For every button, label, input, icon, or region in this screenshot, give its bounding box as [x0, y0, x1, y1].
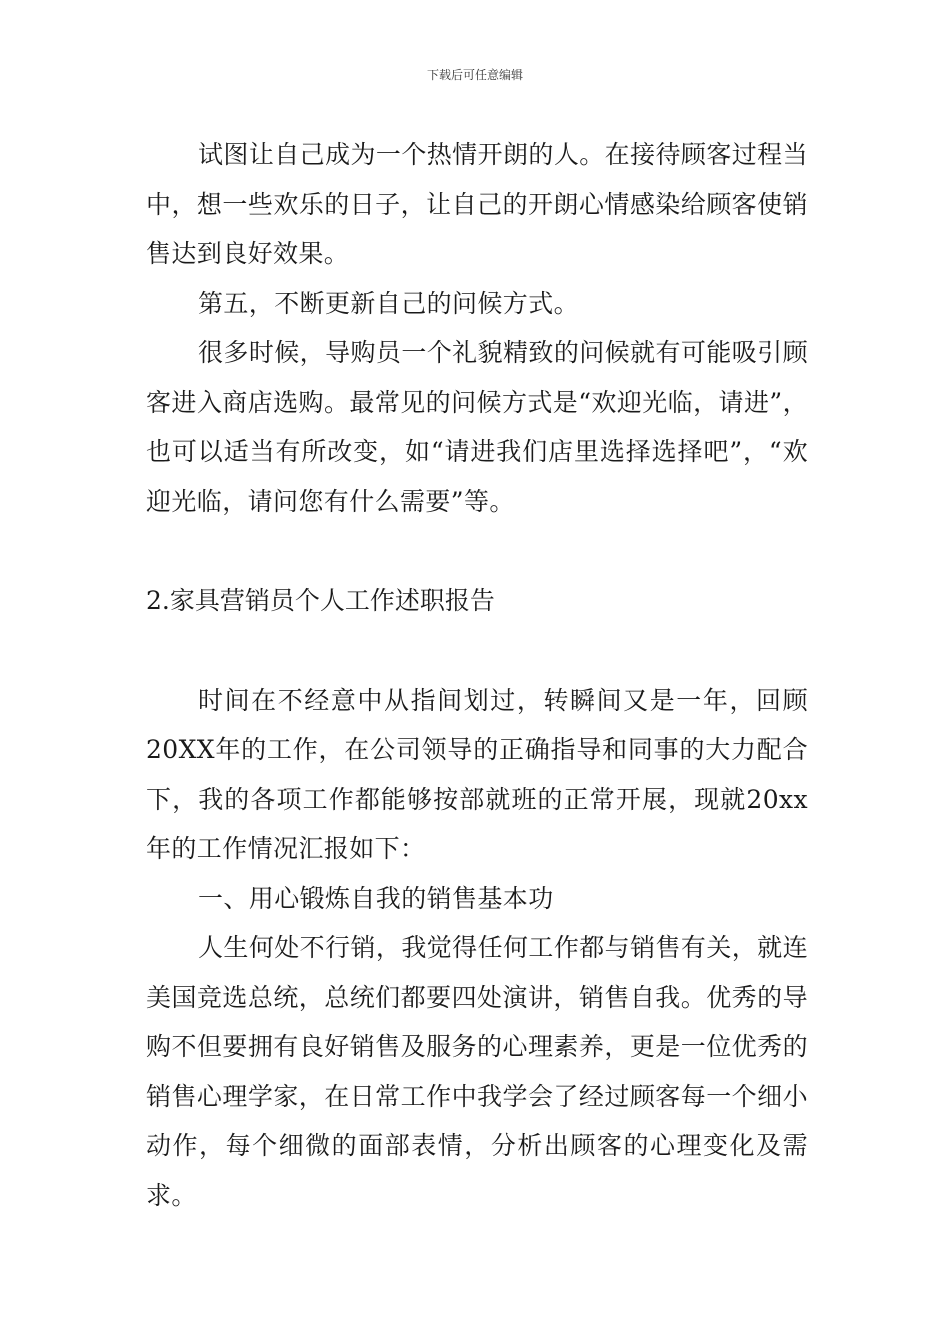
spacer [146, 626, 808, 676]
paragraph: 试图让自己成为一个热情开朗的人。在接待顾客过程当中，想一些欢乐的日子，让自己的开朗心情感染给顾客使销售达到良好效果。 [146, 140, 808, 268]
paragraph: 很多时候，导购员一个礼貌精致的问候就有可能吸引顾客进入商店选购。最常见的问候方式是“欢迎光临，请进”，也可以适当有所改变，如“请进我们店里选择选择吧”，“欢迎光临，请问您有什么需要”等。 [146, 338, 808, 516]
section-heading: 2.家具营销员个人工作述职报告 [146, 586, 495, 615]
spacer [146, 526, 808, 576]
paragraph: 人生何处不行销，我觉得任何工作都与销售有关，就连美国竞选总统，总统们都要四处演讲，销售自我。优秀的导购不但要拥有良好销售及服务的心理素养，更是一位优秀的销售心理学家，在日常工作中我学会了经过顾客每一个细小动作，每个细微的面部表情，分析出顾客的心理变化及需求。 [146, 933, 808, 1210]
subheading: 一、用心锻炼自我的销售基本功 [198, 883, 554, 913]
paragraph: 时间在不经意中从指间划过，转瞬间又是一年，回顾20XX年的工作，在公司领导的正确指导和同事的大力配合下，我的各项工作都能够按部就班的正常开展，现就20xx年的工作情况汇报如下： [146, 685, 808, 863]
paragraph: 第五，不断更新自己的问候方式。 [198, 288, 580, 318]
header-note: 下载后可任意编辑 [426, 68, 523, 82]
document-body [146, 130, 808, 1220]
